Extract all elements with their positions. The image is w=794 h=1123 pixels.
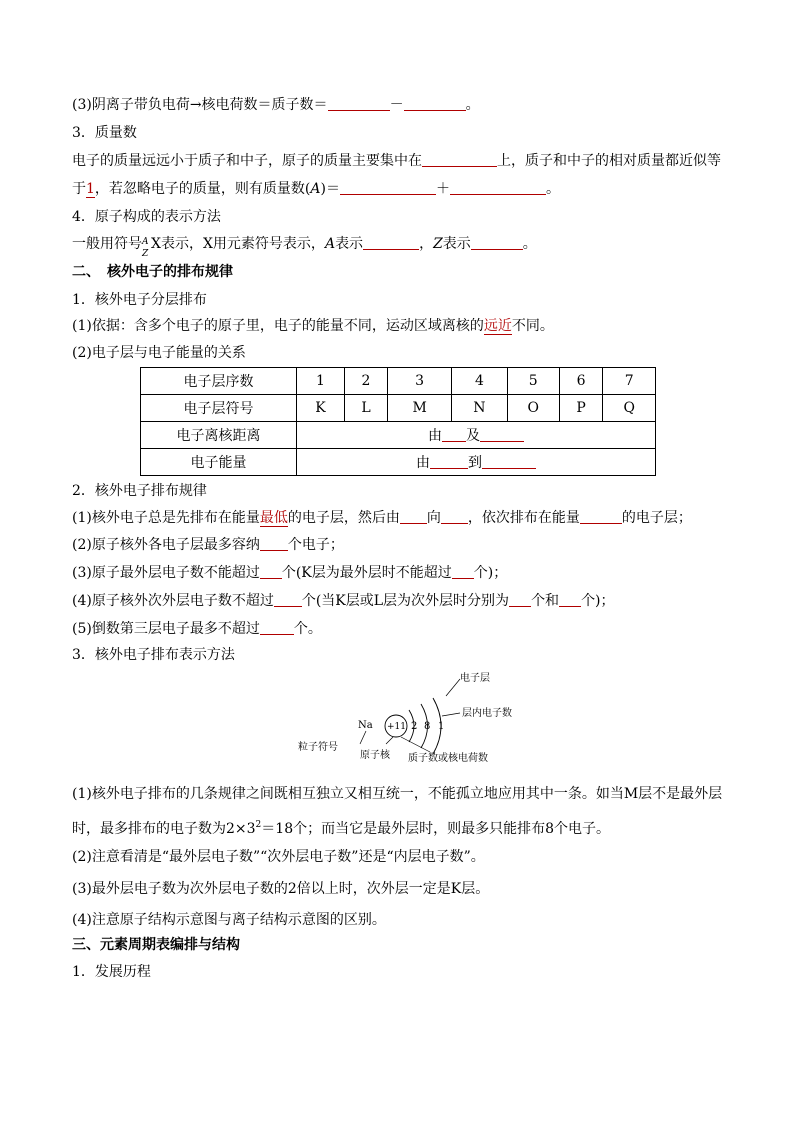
leader-line [442, 713, 460, 716]
text-line: 电子的质量远远小于质子和中子，原子的质量主要集中在 上，质子和中子的相对质量都近似等 [72, 153, 721, 169]
label-particle: 粒子符号 [298, 742, 338, 753]
label-charge: 质子数或核电荷数 [408, 753, 488, 763]
shell-count: 1 [438, 721, 445, 732]
fill-blank[interactable] [430, 454, 468, 469]
text-line: (3)阴离子带负电荷→核电荷数＝质子数＝ － 。 [72, 97, 480, 113]
electron-shell-table [140, 367, 656, 476]
leader-line [386, 737, 393, 744]
fill-blank[interactable] [559, 592, 581, 607]
text-line: (1)核外电子排布的几条规律之间既相互独立又相互统一，不能孤立地应用其中一条。如当M层不是最外层 [72, 786, 723, 802]
fill-blank[interactable] [260, 564, 282, 579]
leader-line [360, 731, 366, 744]
subsection-title: 1．发展历程 [72, 964, 151, 980]
subsection-title: 2．核外电子排布规律 [72, 483, 207, 499]
shell-count: 8 [424, 721, 431, 732]
fill-blank[interactable] [509, 592, 531, 607]
text-line: 一般用符号 A Z X表示，X用元素符号表示，A表示 ，Z表示 。 [72, 236, 537, 259]
text-line: (1)依据：含多个电子的原子里，电子的能量不同，运动区域离核的远近不同。 [72, 318, 554, 334]
fill-blank[interactable] [480, 427, 524, 442]
table-row: 电子能量 由 到 [141, 449, 656, 476]
shell-count: 2 [411, 721, 418, 732]
text-line: (4)注意原子结构示意图与离子结构示意图的区别。 [72, 912, 386, 928]
fill-blank[interactable] [441, 509, 468, 524]
leader-line [401, 737, 430, 752]
label-nucleus: 原子核 [360, 750, 390, 761]
particle-symbol: Na [358, 720, 373, 731]
subsection-title: 3．质量数 [72, 125, 137, 141]
fill-blank[interactable] [471, 235, 523, 250]
subsection-title: 1．核外电子分层排布 [72, 292, 207, 308]
fill-blank[interactable] [260, 536, 288, 551]
fill-blank[interactable] [580, 509, 622, 524]
fill-blank[interactable] [442, 427, 466, 442]
text-line: (3)原子最外层电子数不能超过 个(K层为最外层时不能超过 个)； [72, 565, 508, 581]
text-line: (2)电子层与电子能量的关系 [72, 345, 246, 361]
subsection-title: 3．核外电子排布表示方法 [72, 647, 235, 663]
text-line: (5)倒数第三层电子最多不超过 个。 [72, 621, 322, 637]
fill-blank[interactable] [274, 592, 302, 607]
table-row: 电子层符号 K L M N O P Q [141, 395, 656, 422]
text-line: 时，最多排布的电子数为$2\times 3^2=18$个；而当它是最外层时，则最多只能排布8个电子。 [72, 820, 611, 837]
text-line: (3)最外层电子数为次外层电子数的2倍以上时，次外层一定是K层。 [72, 881, 490, 897]
fill-blank[interactable] [482, 454, 536, 469]
fill-blank[interactable] [422, 152, 497, 167]
nucleus-charge: +11 [387, 722, 406, 732]
fill-blank[interactable] [400, 509, 427, 524]
nuclide-notation: A Z [142, 237, 149, 259]
text-line: (4)原子核外次外层电子数不超过 个(当K层或L层为次外层时分别为 个和 个)； [72, 593, 615, 609]
label-count: 层内电子数 [462, 708, 512, 719]
table-row: 电子层序数 1 2 3 4 5 6 7 [141, 368, 656, 395]
text-line: (1)核外电子总是先排布在能量最低的电子层，然后由 向 ，依次排布在能量 的电子层； [72, 510, 692, 526]
text-line: (2)注意看清是“最外层电子数”“次外层电子数”还是“内层电子数”。 [72, 849, 485, 865]
atomic-structure-diagram [290, 668, 540, 763]
fill-blank[interactable] [452, 564, 474, 579]
label-shell: 电子层 [460, 673, 490, 684]
fill-blank[interactable] [328, 96, 390, 111]
leader-line [446, 679, 460, 696]
section-title: 三、元素周期表编排与结构 [72, 937, 240, 953]
fill-blank[interactable] [450, 180, 546, 195]
fill-blank[interactable] [340, 180, 436, 195]
fill-blank[interactable] [363, 235, 419, 250]
text-line: (2)原子核外各电子层最多容纳 个电子； [72, 537, 344, 553]
section-title: 二、 核外电子的排布规律 [72, 264, 233, 280]
subsection-title: 4．原子构成的表示方法 [72, 209, 221, 225]
fill-blank[interactable] [404, 96, 466, 111]
text-line: 于1，若忽略电子的质量，则有质量数(A)＝ ＋ 。 [72, 181, 560, 197]
table-row: 电子离核距离 由 及 [141, 422, 656, 449]
fill-blank[interactable] [260, 620, 294, 635]
